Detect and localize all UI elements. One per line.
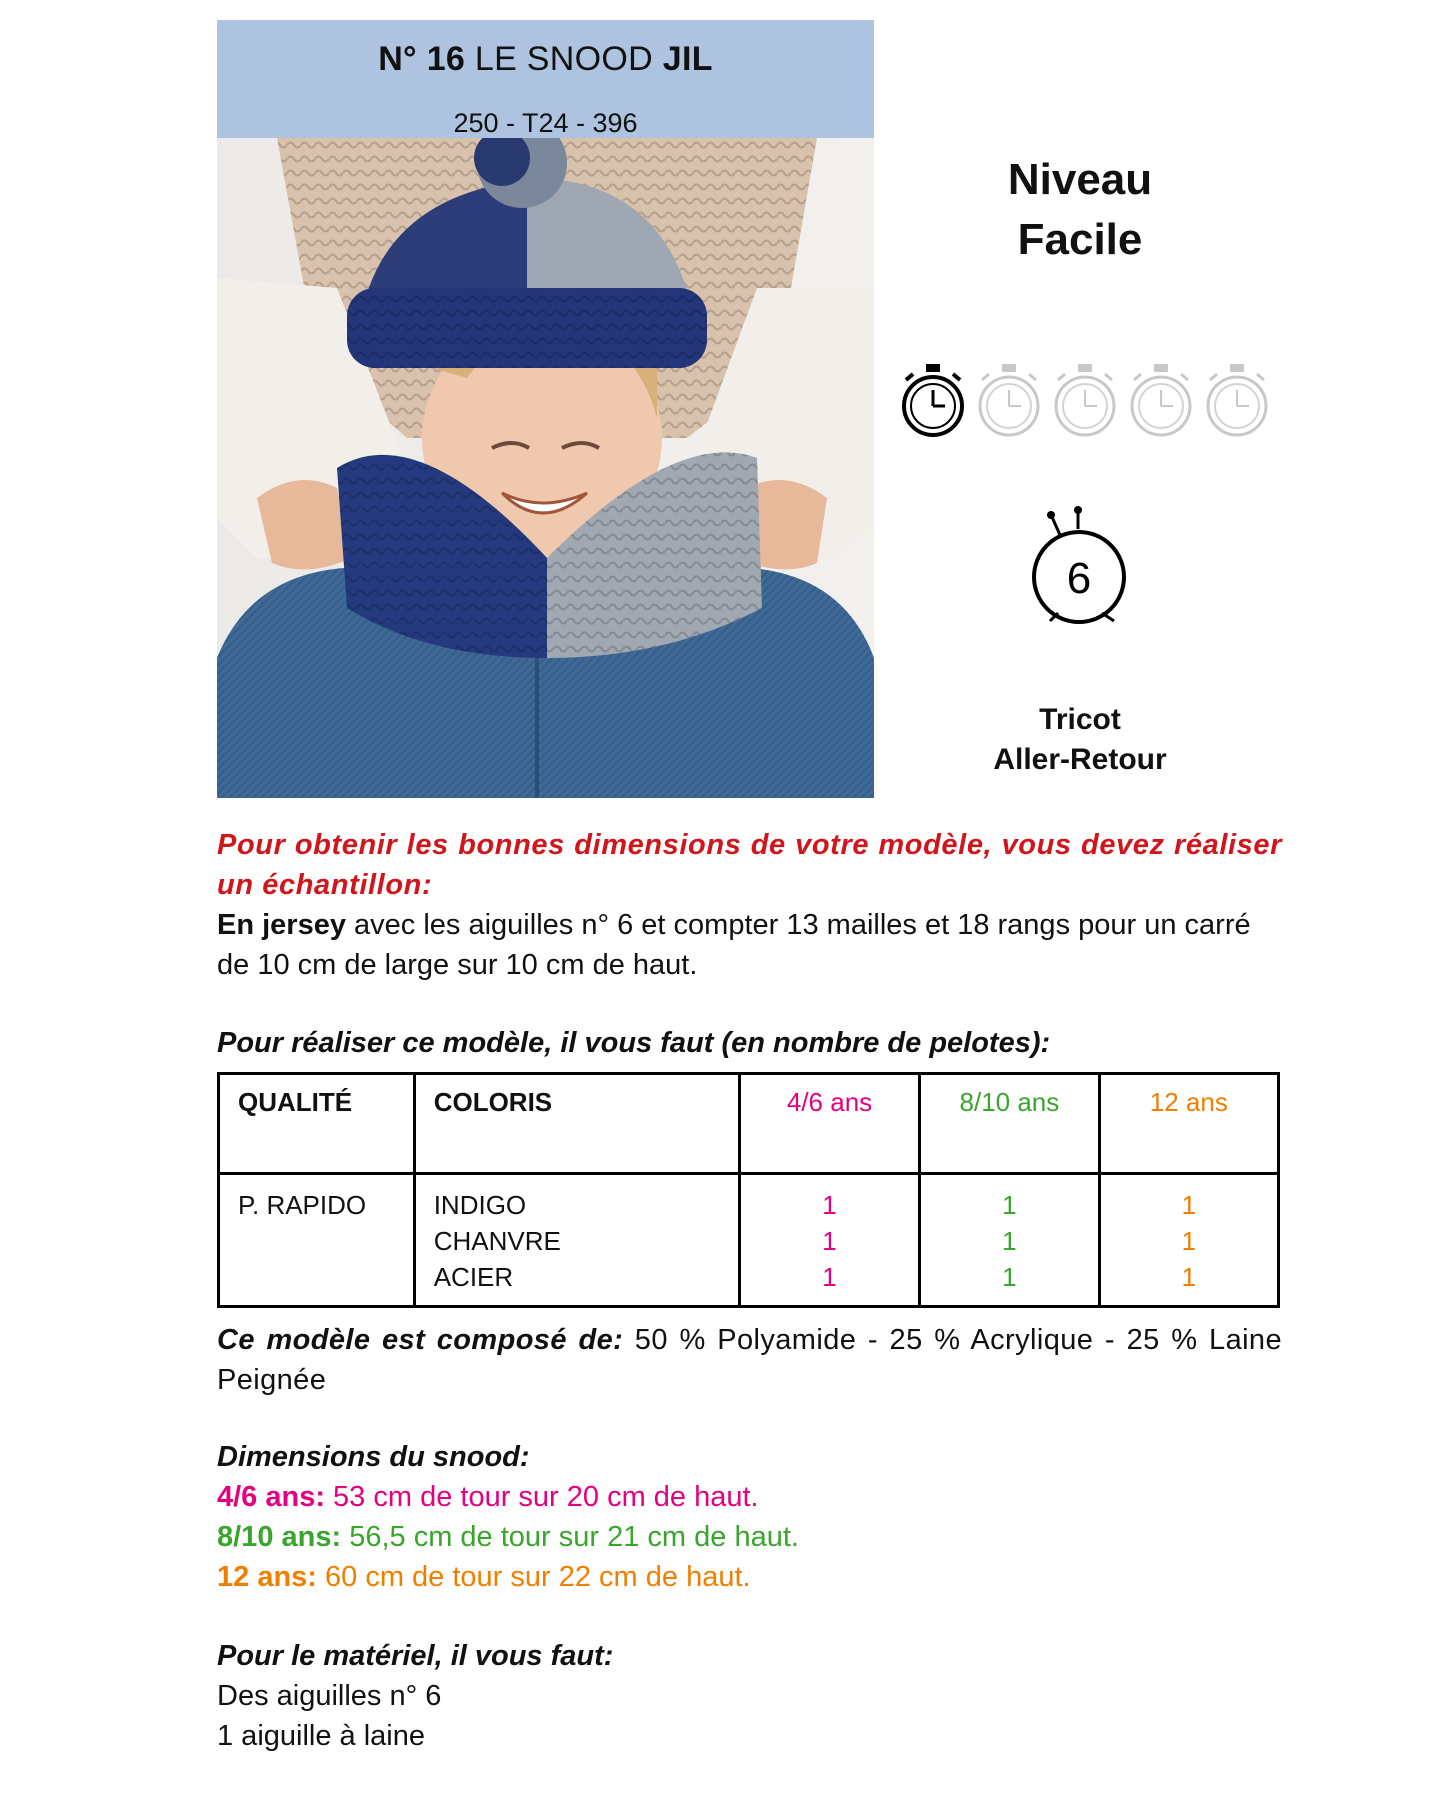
qty-size-12 <box>1099 1174 1278 1307</box>
dimensions-heading: Dimensions du snood: <box>217 1441 530 1473</box>
header-size-8-10: 8/10 ans <box>920 1074 1099 1174</box>
knitted-snood-photo <box>217 138 874 798</box>
qty-value: 1 <box>1002 1226 1017 1256</box>
tools-heading: Pour le matériel, il vous faut: <box>217 1640 614 1672</box>
qty-value: 1 <box>822 1190 837 1220</box>
pattern-name: JIL <box>662 40 713 78</box>
dimensions-list <box>217 1477 1282 1597</box>
gauge-body: avec les aiguilles n° 6 et compter 13 mailles et 18 rangs pour un carré de 10 cm de large sur 10 cm de haut. <box>217 909 1251 981</box>
qty-value: 1 <box>1002 1262 1017 1292</box>
materials-heading: Pour réaliser ce modèle, il vous faut (en nombre de pelotes): <box>217 1027 1051 1059</box>
stopwatch-icon-empty <box>1050 360 1120 440</box>
gauge-text <box>217 905 1282 985</box>
qty-value: 1 <box>822 1262 837 1292</box>
header-size-4-6: 4/6 ans <box>739 1074 919 1174</box>
color-item: ACIER <box>433 1262 514 1292</box>
color-item: CHANVRE <box>433 1226 561 1256</box>
dimension-text: 60 cm de tour sur 22 cm de haut. <box>316 1561 751 1593</box>
qty-value: 1 <box>1002 1190 1017 1220</box>
gauge-intro: Pour obtenir les bonnes dimensions de votre modèle, vous devez réaliser un échantillon: <box>217 829 1282 901</box>
composition <box>217 1320 1282 1400</box>
table-header-row <box>219 1074 1279 1174</box>
composition-text: 50 % Polyamide - 25 % Acrylique - 25 % Laine Peignée <box>217 1324 1282 1396</box>
header-quality: QUALITÉ <box>219 1074 415 1174</box>
dimension-text: 56,5 cm de tour sur 21 cm de haut. <box>341 1521 799 1553</box>
pattern-title-mid: LE SNOOD <box>474 40 653 78</box>
needle-size-value: 6 <box>1066 554 1092 603</box>
color-item: INDIGO <box>433 1190 527 1220</box>
technique-line1: Tricot <box>1039 703 1121 736</box>
time-rating <box>898 360 1258 440</box>
table-row <box>219 1174 1279 1307</box>
pattern-title <box>217 40 874 79</box>
colors-cell <box>414 1174 739 1307</box>
stopwatch-icon-empty <box>1202 360 1272 440</box>
technique-line2: Aller-Retour <box>993 743 1167 776</box>
header-size-12: 12 ans <box>1099 1074 1278 1174</box>
pattern-number: N° 16 <box>378 40 466 78</box>
difficulty-label: Niveau <box>1007 155 1153 204</box>
yarn-table <box>217 1072 1280 1308</box>
composition-label: Ce modèle est composé de: <box>217 1324 624 1356</box>
gauge-lead: En jersey <box>217 909 346 941</box>
difficulty-value: Facile <box>1017 215 1143 264</box>
difficulty-level <box>930 150 1230 270</box>
dimension-item <box>217 1557 1282 1597</box>
header-band <box>217 20 874 138</box>
dimension-size: 8/10 ans: <box>217 1521 342 1553</box>
qty-value: 1 <box>1181 1262 1197 1292</box>
tools-list <box>217 1676 1282 1756</box>
technique <box>930 700 1230 780</box>
stopwatch-icon-empty <box>974 360 1044 440</box>
qty-value: 1 <box>1181 1226 1197 1256</box>
dimension-size: 4/6 ans: <box>217 1481 325 1513</box>
qty-value: 1 <box>1181 1190 1197 1220</box>
stopwatch-icon-filled <box>898 360 968 440</box>
dimension-item <box>217 1517 1282 1557</box>
qty-size-4-6 <box>739 1174 919 1307</box>
dimension-size: 12 ans: <box>217 1561 317 1593</box>
dimension-text: 53 cm de tour sur 20 cm de haut. <box>325 1481 759 1513</box>
child-wearing-snood-illustration <box>217 138 874 798</box>
needle-size-icon <box>1020 505 1140 625</box>
dimension-item <box>217 1477 1282 1517</box>
tool-item: Des aiguilles n° 6 <box>217 1680 442 1712</box>
pattern-reference: 250 - T24 - 396 <box>453 108 638 138</box>
qty-size-8-10 <box>920 1174 1099 1307</box>
header-colors: COLORIS <box>414 1074 739 1174</box>
tool-item: 1 aiguille à laine <box>217 1720 425 1752</box>
quality-cell: P. RAPIDO <box>219 1174 415 1307</box>
stopwatch-icon-empty <box>1126 360 1196 440</box>
qty-value: 1 <box>822 1226 837 1256</box>
